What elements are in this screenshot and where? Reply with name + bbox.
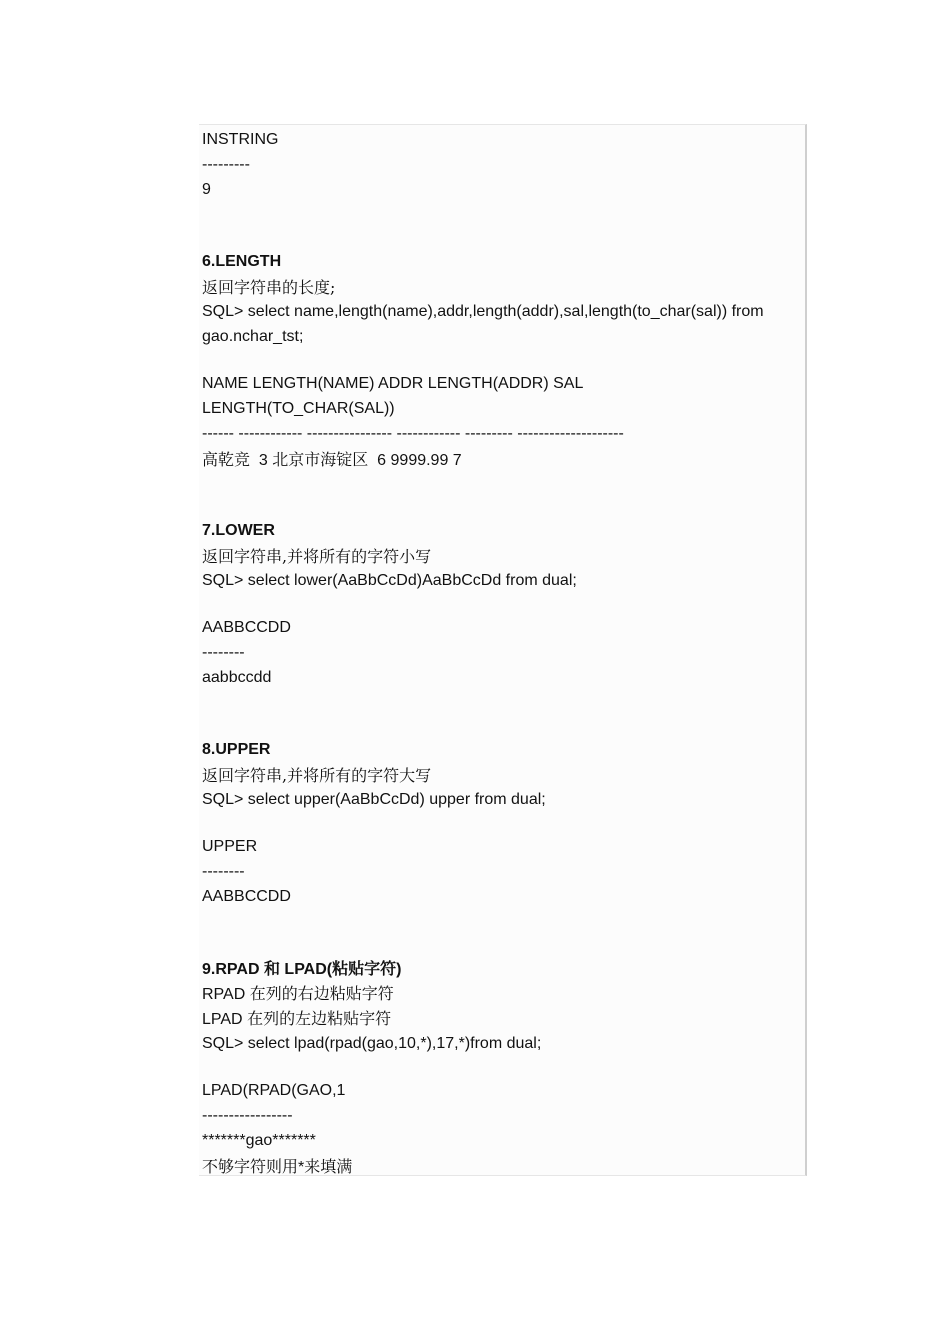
heading-part: 9.RPAD [202, 961, 260, 978]
result-row [202, 449, 462, 472]
description-lpad [202, 1008, 391, 1031]
desc-part: 在列的右边粘贴字符 [249, 984, 394, 1003]
section-heading-rpad-lpad [202, 958, 401, 981]
result-divider: ----------------- [202, 1107, 293, 1124]
result-header-cont: LENGTH(TO_CHAR(SAL)) [202, 400, 395, 417]
cell-rest: 6 9999.99 7 [377, 452, 462, 469]
result-header: AABBCCDD [202, 619, 291, 636]
heading-part: 粘贴字符 [332, 959, 397, 978]
result-divider: -------- [202, 644, 245, 661]
sql-statement: SQL> select lower(AaBbCcDd)AaBbCcDd from dual; [202, 572, 577, 589]
sql-statement: SQL> select upper(AaBbCcDd) upper from dual; [202, 791, 546, 808]
footnote [202, 1156, 352, 1179]
sql-statement: SQL> select lpad(rpad(gao,10,*),17,*)from dual; [202, 1035, 542, 1052]
cell-addr: 北京市海锭区 [272, 450, 369, 469]
description: 返回字符串,并将所有的字符大写 [202, 766, 432, 785]
result-divider: ------ ------------ ---------------- ------------ --------- -------------------- [202, 425, 624, 442]
heading-part: LPAD( [284, 961, 333, 978]
sql-statement: SQL> select name,length(name),addr,length(addr),sal,length(to_char(sal)) from [202, 303, 764, 320]
desc-part: RPAD [202, 986, 246, 1003]
result-header: NAME LENGTH(NAME) ADDR LENGTH(ADDR) SAL [202, 375, 584, 392]
note-part: * [298, 1159, 305, 1176]
section-heading-upper: 8.UPPER [202, 741, 271, 758]
heading-part: ) [396, 961, 402, 978]
section-heading-length: 6.LENGTH [202, 253, 282, 270]
result-value: AABBCCDD [202, 888, 291, 905]
desc-part: 在列的左边粘贴字符 [247, 1009, 392, 1028]
description: 返回字符串,并将所有的字符小写 [202, 547, 432, 566]
heading-part: 和 [263, 959, 280, 978]
cell-name: 高乾竞 [202, 450, 251, 469]
description-rpad [202, 983, 394, 1006]
cell-length-name: 3 [258, 452, 268, 469]
result-value: 9 [202, 181, 211, 198]
result-divider: -------- [202, 863, 245, 880]
note-part: 不够字符则用 [202, 1157, 299, 1176]
result-divider: --------- [202, 156, 250, 173]
description: 返回字符串的长度; [202, 278, 336, 297]
note-part: 来填满 [304, 1157, 353, 1176]
section-heading-lower: 7.LOWER [202, 522, 275, 539]
result-header: LPAD(RPAD(GAO,1 [202, 1082, 346, 1099]
result-header: UPPER [202, 838, 258, 855]
result-value: *******gao******* [202, 1132, 316, 1149]
result-value: aabbccdd [202, 669, 272, 686]
sql-statement-cont: gao.nchar_tst; [202, 328, 304, 345]
result-header: INSTRING [202, 131, 279, 148]
desc-part: LPAD [202, 1011, 243, 1028]
